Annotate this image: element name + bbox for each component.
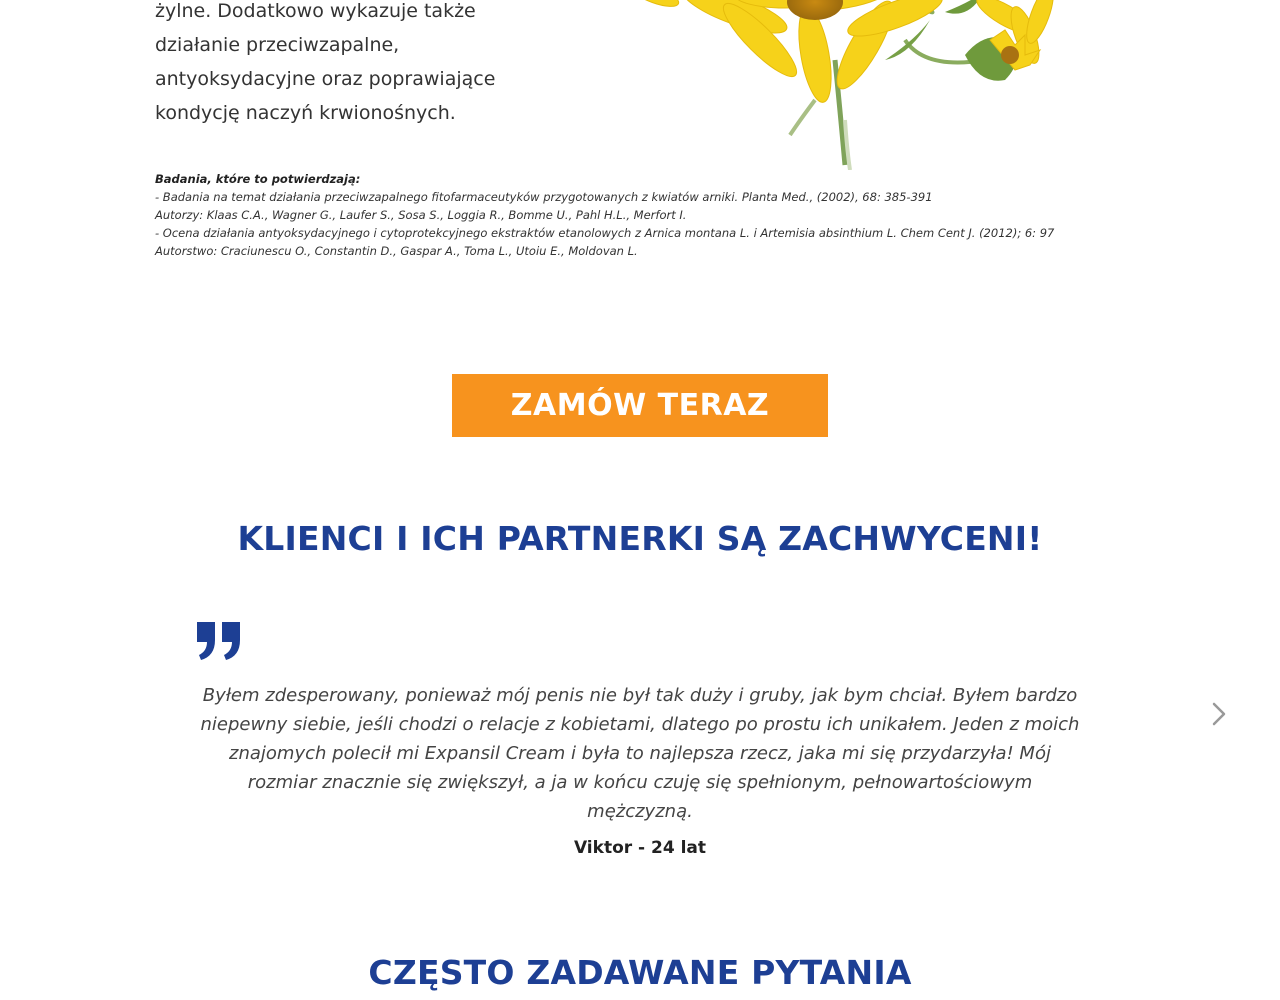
intro-paragraph xyxy=(155,0,575,130)
intro-line: kondycję naczyń krwionośnych. xyxy=(155,102,456,124)
testimonial-author: Viktor - 24 lat xyxy=(573,838,707,858)
quote-line: Byłem zdesperowany, ponieważ mój penis nie był tak duży i gruby, jak bym chciał. Byłem bardzo xyxy=(202,685,1078,706)
study-line: - Ocena działania antyoksydacyjnego i cytoprotekcyjnego ekstraktów etanolowych z Arnica montana L. i Artemisia absinthium L. Chem Cent J. (2012); 6: 97 xyxy=(155,226,1055,240)
studies-references xyxy=(155,170,1115,260)
quote-line: znajomych polecił mi Expansil Cream i była to najlepsza rzecz, jaka mi się przydarzyła! Mój xyxy=(229,743,1051,764)
testimonials-heading: KLIENCI I ICH PARTNERKI SĄ ZACHWYCENI! xyxy=(237,519,1043,558)
study-line: Autorzy: Klaas C.A., Wagner G., Laufer S., Sosa S., Loggia R., Bomme U., Pahl H.L., Merfort I. xyxy=(155,208,687,222)
faq-heading: CZĘSTO ZADAWANE PYTANIA xyxy=(368,953,912,992)
intro-line: działanie przeciwzapalne, xyxy=(155,34,400,56)
chevron-right-icon[interactable] xyxy=(1206,700,1232,728)
quote-icon xyxy=(195,620,243,662)
quote-line: rozmiar znacznie się zwiększył, a ja w końcu czuję się spełnionym, pełnowartościowym xyxy=(247,772,1033,793)
intro-line: antyoksydacyjne oraz poprawiające xyxy=(155,68,496,90)
intro-line: żylne. Dodatkowo wykazuje także xyxy=(155,0,476,22)
quote-line: mężczyzną. xyxy=(587,801,693,822)
study-line: - Badania na temat działania przeciwzapalnego fitofarmaceutyków przygotowanych z kwiatów arniki. Planta Med., (2002), 68: 385-391 xyxy=(155,190,933,204)
arnica-flower-image xyxy=(585,0,1085,170)
study-line: Autorstwo: Craciunescu O., Constantin D., Gaspar A., Toma L., Utoiu E., Moldovan L. xyxy=(155,244,638,258)
testimonial-quote xyxy=(190,681,1090,826)
order-now-button[interactable]: ZAMÓW TERAZ xyxy=(452,374,828,437)
quote-line: niepewny siebie, jeśli chodzi o relacje z kobietami, dlatego po prostu ich unikałem. Jeden z moich xyxy=(200,714,1080,735)
studies-title: Badania, które to potwierdzają: xyxy=(155,172,361,186)
